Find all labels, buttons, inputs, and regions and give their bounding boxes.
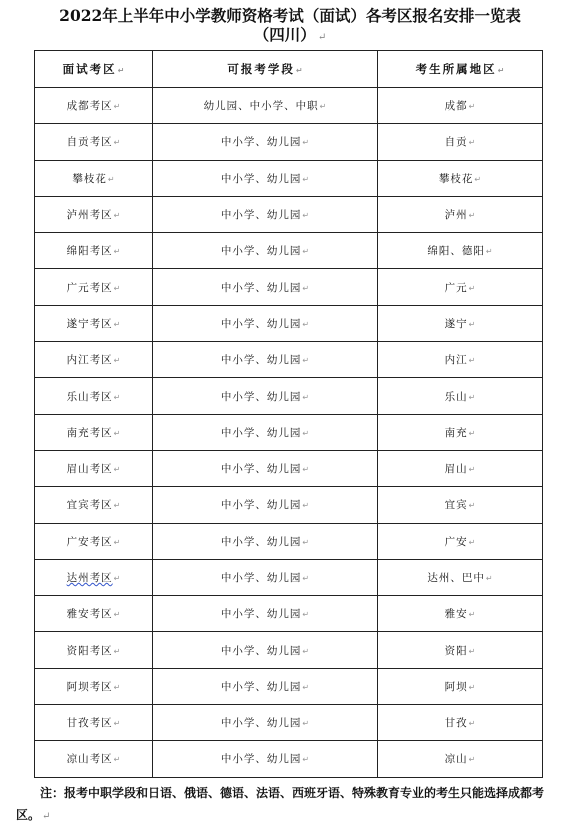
cell-region: 宜宾↵ xyxy=(378,487,543,523)
cell-stage: 中小学、幼儿园↵ xyxy=(153,342,378,378)
cell-region: 攀枝花↵ xyxy=(378,160,543,196)
footnote: 注：报考中职学段和日语、俄语、德语、法语、西班牙语、特殊教育专业的考生只能选择成都考区。 ↵ xyxy=(16,786,545,822)
table-row xyxy=(35,487,543,523)
cell-stage: 中小学、幼儿园↵ xyxy=(153,124,378,160)
paragraph-mark-icon: ↵ xyxy=(42,811,51,822)
cell-region: 雅安↵ xyxy=(378,596,543,632)
table-row xyxy=(35,342,543,378)
cell-stage: 中小学、幼儿园↵ xyxy=(153,233,378,269)
cell-region: 乐山↵ xyxy=(378,378,543,414)
cell-exam-area: 广安考区↵ xyxy=(35,523,153,559)
cell-stage: 中小学、幼儿园↵ xyxy=(153,414,378,450)
cell-stage: 中小学、幼儿园↵ xyxy=(153,450,378,486)
cell-stage: 幼儿园、中小学、中职↵ xyxy=(153,88,378,124)
cell-region: 广元↵ xyxy=(378,269,543,305)
table-row xyxy=(35,305,543,341)
cell-exam-area: 南充考区↵ xyxy=(35,414,153,450)
cell-exam-area: 眉山考区↵ xyxy=(35,450,153,486)
cell-stage: 中小学、幼儿园↵ xyxy=(153,160,378,196)
document-title xyxy=(0,6,580,47)
cell-exam-area: 攀枝花↵ xyxy=(35,160,153,196)
cell-exam-area: 雅安考区↵ xyxy=(35,596,153,632)
cell-exam-area: 成都考区↵ xyxy=(35,88,153,124)
cell-stage: 中小学、幼儿园↵ xyxy=(153,705,378,741)
table-row xyxy=(35,196,543,232)
cell-region: 泸州↵ xyxy=(378,196,543,232)
cell-region: 凉山↵ xyxy=(378,741,543,777)
table-row xyxy=(35,559,543,595)
table-row xyxy=(35,668,543,704)
table-row xyxy=(35,88,543,124)
cell-stage: 中小学、幼儿园↵ xyxy=(153,668,378,704)
cell-exam-area: 宜宾考区↵ xyxy=(35,487,153,523)
cell-region: 自贡↵ xyxy=(378,124,543,160)
cell-region: 达州、巴中↵ xyxy=(378,559,543,595)
table-row xyxy=(35,378,543,414)
cell-stage: 中小学、幼儿园↵ xyxy=(153,741,378,777)
cell-region: 阿坝↵ xyxy=(378,668,543,704)
table-header-row xyxy=(35,51,543,88)
table-row xyxy=(35,450,543,486)
header-exam-area: 面试考区↵ xyxy=(35,51,153,88)
cell-stage: 中小学、幼儿园↵ xyxy=(153,269,378,305)
cell-stage: 中小学、幼儿园↵ xyxy=(153,378,378,414)
table-row xyxy=(35,414,543,450)
cell-exam-area: 阿坝考区↵ xyxy=(35,668,153,704)
exam-area-table xyxy=(34,50,543,778)
title-line-1: 2022年上半年中小学教师资格考试（面试）各考区报名安排一览表 xyxy=(59,6,521,25)
cell-exam-area: 泸州考区↵ xyxy=(35,196,153,232)
table-row xyxy=(35,705,543,741)
table-row xyxy=(35,632,543,668)
cell-region: 遂宁↵ xyxy=(378,305,543,341)
cell-exam-area: 广元考区↵ xyxy=(35,269,153,305)
cell-exam-area: 资阳考区↵ xyxy=(35,632,153,668)
cell-region: 内江↵ xyxy=(378,342,543,378)
cell-exam-area: 绵阳考区↵ xyxy=(35,233,153,269)
cell-stage: 中小学、幼儿园↵ xyxy=(153,196,378,232)
cell-region: 南充↵ xyxy=(378,414,543,450)
table-row xyxy=(35,124,543,160)
table-row xyxy=(35,523,543,559)
cell-stage: 中小学、幼儿园↵ xyxy=(153,596,378,632)
cell-stage: 中小学、幼儿园↵ xyxy=(153,487,378,523)
table-row xyxy=(35,596,543,632)
cell-region: 眉山↵ xyxy=(378,450,543,486)
table-row xyxy=(35,233,543,269)
cell-stage: 中小学、幼儿园↵ xyxy=(153,305,378,341)
table-row xyxy=(35,269,543,305)
cell-stage: 中小学、幼儿园↵ xyxy=(153,632,378,668)
cell-stage: 中小学、幼儿园↵ xyxy=(153,559,378,595)
cell-region: 资阳↵ xyxy=(378,632,543,668)
cell-exam-area: 内江考区↵ xyxy=(35,342,153,378)
cell-exam-area: 自贡考区↵ xyxy=(35,124,153,160)
header-stage: 可报考学段↵ xyxy=(153,51,378,88)
cell-region: 广安↵ xyxy=(378,523,543,559)
table-row xyxy=(35,160,543,196)
cell-exam-area: 达州考区↵ xyxy=(35,559,153,595)
cell-exam-area: 遂宁考区↵ xyxy=(35,305,153,341)
paragraph-mark-icon: ↵ xyxy=(317,32,327,43)
table-row xyxy=(35,741,543,777)
cell-exam-area: 乐山考区↵ xyxy=(35,378,153,414)
cell-region: 成都↵ xyxy=(378,88,543,124)
cell-exam-area: 甘孜考区↵ xyxy=(35,705,153,741)
cell-exam-area: 凉山考区↵ xyxy=(35,741,153,777)
title-line-2: （四川） ↵ xyxy=(253,25,327,44)
header-region: 考生所属地区↵ xyxy=(378,51,543,88)
cell-region: 绵阳、德阳↵ xyxy=(378,233,543,269)
cell-stage: 中小学、幼儿园↵ xyxy=(153,523,378,559)
cell-region: 甘孜↵ xyxy=(378,705,543,741)
